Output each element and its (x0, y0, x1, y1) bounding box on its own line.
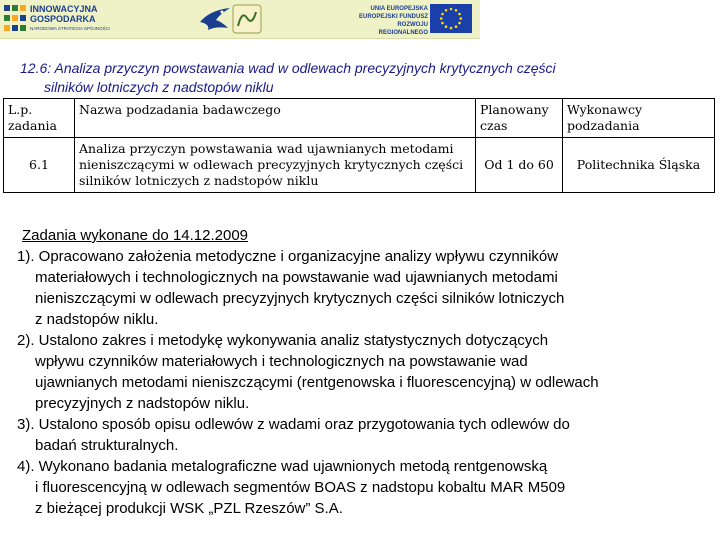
table-header-row (4, 99, 715, 138)
header-executor: Wykonawcy podzadania (563, 99, 715, 138)
header-time: Planowany czas (476, 99, 563, 138)
cell-lp: 6.1 (4, 138, 75, 193)
cell-name: Analiza przyczyn powstawania wad ujawnianych metodami nieniszczącymi w odlewach precyzyjnych krytycznych części silników lotniczych z nadstopów niklu (75, 138, 476, 193)
table-row (4, 138, 715, 193)
subtask-table (3, 98, 715, 193)
title-line-2: silników lotniczych z nadstopów niklu (44, 79, 274, 95)
list-item: 2). Ustalono zakres i metodykę wykonywania analiz statystycznych dotyczących wpływu czynników materiałowych i technologicznych na powstawanie wad ujawnianych metodami nieniszczącymi (rentgenowska i fluorescencyjną) w odlewach precyzyjnych z nadstopów niklu. (17, 332, 599, 412)
header-lp: L.p. zadania (4, 99, 75, 138)
ig-logo-subtext: NARODOWA STRATEGIA SPÓJNOŚCI (30, 26, 111, 31)
eu-fund-text: UNIA EUROPEJSKA EUROPEJSKI FUNDUSZ ROZWOJU REGIONALNEGO (358, 6, 428, 36)
completed-tasks (17, 225, 717, 519)
list-item: 3). Ustalono sposób opisu odlewów z wadami oraz przygotowania tych odlewów do badań strukturalnych. (17, 416, 570, 454)
bird-logo-icon (198, 4, 232, 34)
cell-executor: Politechnika Śląska (563, 138, 715, 193)
cell-time: Od 1 do 60 (476, 138, 563, 193)
logo-banner (0, 0, 480, 39)
regional-logo-icon (232, 4, 262, 34)
ig-logo-text: INNOWACYJNA GOSPODARKA (30, 4, 98, 24)
ig-logo-mark-icon (4, 5, 26, 31)
list-item: 1). Opracowano założenia metodyczne i organizacyjne analizy wpływu czynników materiałowych i technologicznych na powstawanie wad ujawnianych metodami nieniszczącymi w odlewach precyzyjnych krytycznych części silników lotniczych z nadstopów niklu. (17, 248, 565, 328)
header-name: Nazwa podzadania badawczego (75, 99, 476, 138)
eu-flag-icon (430, 4, 472, 33)
slide-title (20, 59, 700, 97)
completed-tasks-heading: Zadania wykonane do 14.12.2009 (22, 227, 249, 244)
title-line-1: 12.6: Analiza przyczyn powstawania wad w odlewach precyzyjnych krytycznych części (20, 60, 556, 76)
list-item: 4). Wykonano badania metalograficzne wad ujawnionych metodą rentgenowską i fluorescencyjną w odlewach segmentów BOAS z nadstopu kobaltu MAR M509 z bieżącej produkcji WSK „PZL Rzeszów” S.A. (17, 458, 566, 517)
innowacyjna-gospodarka-logo (4, 3, 144, 35)
